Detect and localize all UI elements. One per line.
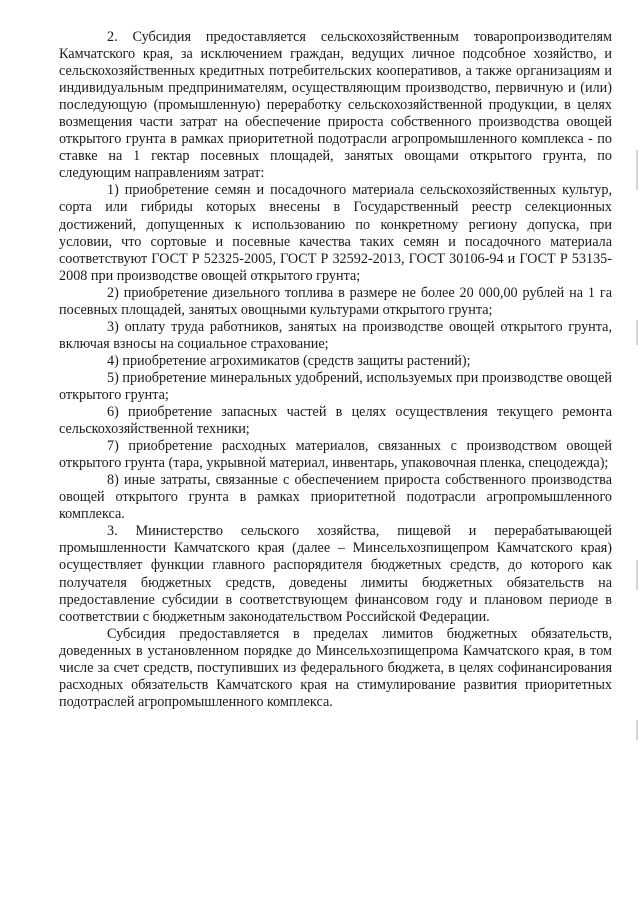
list-item-6-spare-parts: 6) приобретение запасных частей в целях осуществления текущего ремонта сельскохозяйственной техники; (59, 404, 612, 438)
list-item-2-fuel: 2) приобретение дизельного топлива в размере не более 20 000,00 рублей на 1 га посевных площадей, занятых овощными культурами открытого грунта; (59, 284, 612, 318)
scan-mark (636, 560, 638, 590)
scan-mark (636, 320, 638, 345)
list-item-4-agrochemicals: 4) приобретение агрохимикатов (средств защиты растений); (107, 352, 471, 369)
list-item-7-consumables: 7) приобретение расходных материалов, связанных с производством овощей открытого грунта (тара, укрывной материал, инвентарь, упаковочная пленка, спецодежда); (59, 438, 612, 472)
scan-margin-marks (634, 0, 638, 905)
paragraph-3-ministry: 3. Министерство сельского хозяйства, пищевой и перерабатывающей промышленности Камчатского края (далее – Минсельхозпищепром Камчатского края) осуществляет функции главного распорядителя бюджетных средств, до которого как получателя бюджетных средств, доведены лимиты бюджетных обязательств на предоставление субсидии в соответствующем финансовом году и плановом периоде в соответствии с бюджетным законодательством Российской Федерации. (59, 523, 612, 625)
paragraph-subsidy-limits: Субсидия предоставляется в пределах лимитов бюджетных обязательств, доведенных в установленном порядке до Минсельхозпищепрома Камчатского края, в том числе за счет средств, поступивших из федерального бюджета, в целях софинансирования расходных обязательств Камчатского края на стимулирование развития приоритетных подотраслей агропромышленного комплекса. (59, 625, 612, 710)
paragraph-2-subsidy: 2. Субсидия предоставляется сельскохозяйственным товаропроизводителям Камчатского края, за исключением граждан, ведущих личное подсобное хозяйство, и сельскохозяйственных кредитных потребительских кооперативов, а также организациям и индивидуальным предпринимателям, осуществляющим производство, первичную и (или) последующую (промышленную) переработку сельскохозяйственной продукции, в целях возмещения части затрат на обеспечение прироста собственного производства овощей открытого грунта в рамках приоритетной подотрасли агропромышленного комплекса - по ставке на 1 гектар посевных площадей, занятых овощами открытого грунта, по следующим направлениям затрат: (59, 29, 612, 182)
document-body (59, 29, 612, 711)
list-item-5-fertilizers: 5) приобретение минеральных удобрений, используемых при производстве овощей открытого грунта; (59, 369, 612, 403)
list-item-8-other-costs: 8) иные затраты, связанные с обеспечением прироста собственного производства овощей открытого грунта в рамках приоритетной подотрасли агропромышленного комплекса. (59, 472, 612, 523)
list-item-3-labor: 3) оплату труда работников, занятых на производстве овощей открытого грунта, включая взносы на социальное страхование; (59, 318, 612, 352)
list-item-1-seeds: 1) приобретение семян и посадочного материала сельскохозяйственных культур, сорта или гибриды которых внесены в Государственный реестр селекционных достижений, допущенных к использованию по конкретному региону допуска, при условии, что сортовые и посевные качества таких семян и посадочного материала соответствуют ГОСТ Р 52325-2005, ГОСТ Р 32592-2013, ГОСТ 30106-94 и ГОСТ Р 53135-2008 при производстве овощей открытого грунта; (59, 182, 612, 284)
scan-mark (636, 150, 638, 190)
scan-mark (636, 720, 638, 740)
